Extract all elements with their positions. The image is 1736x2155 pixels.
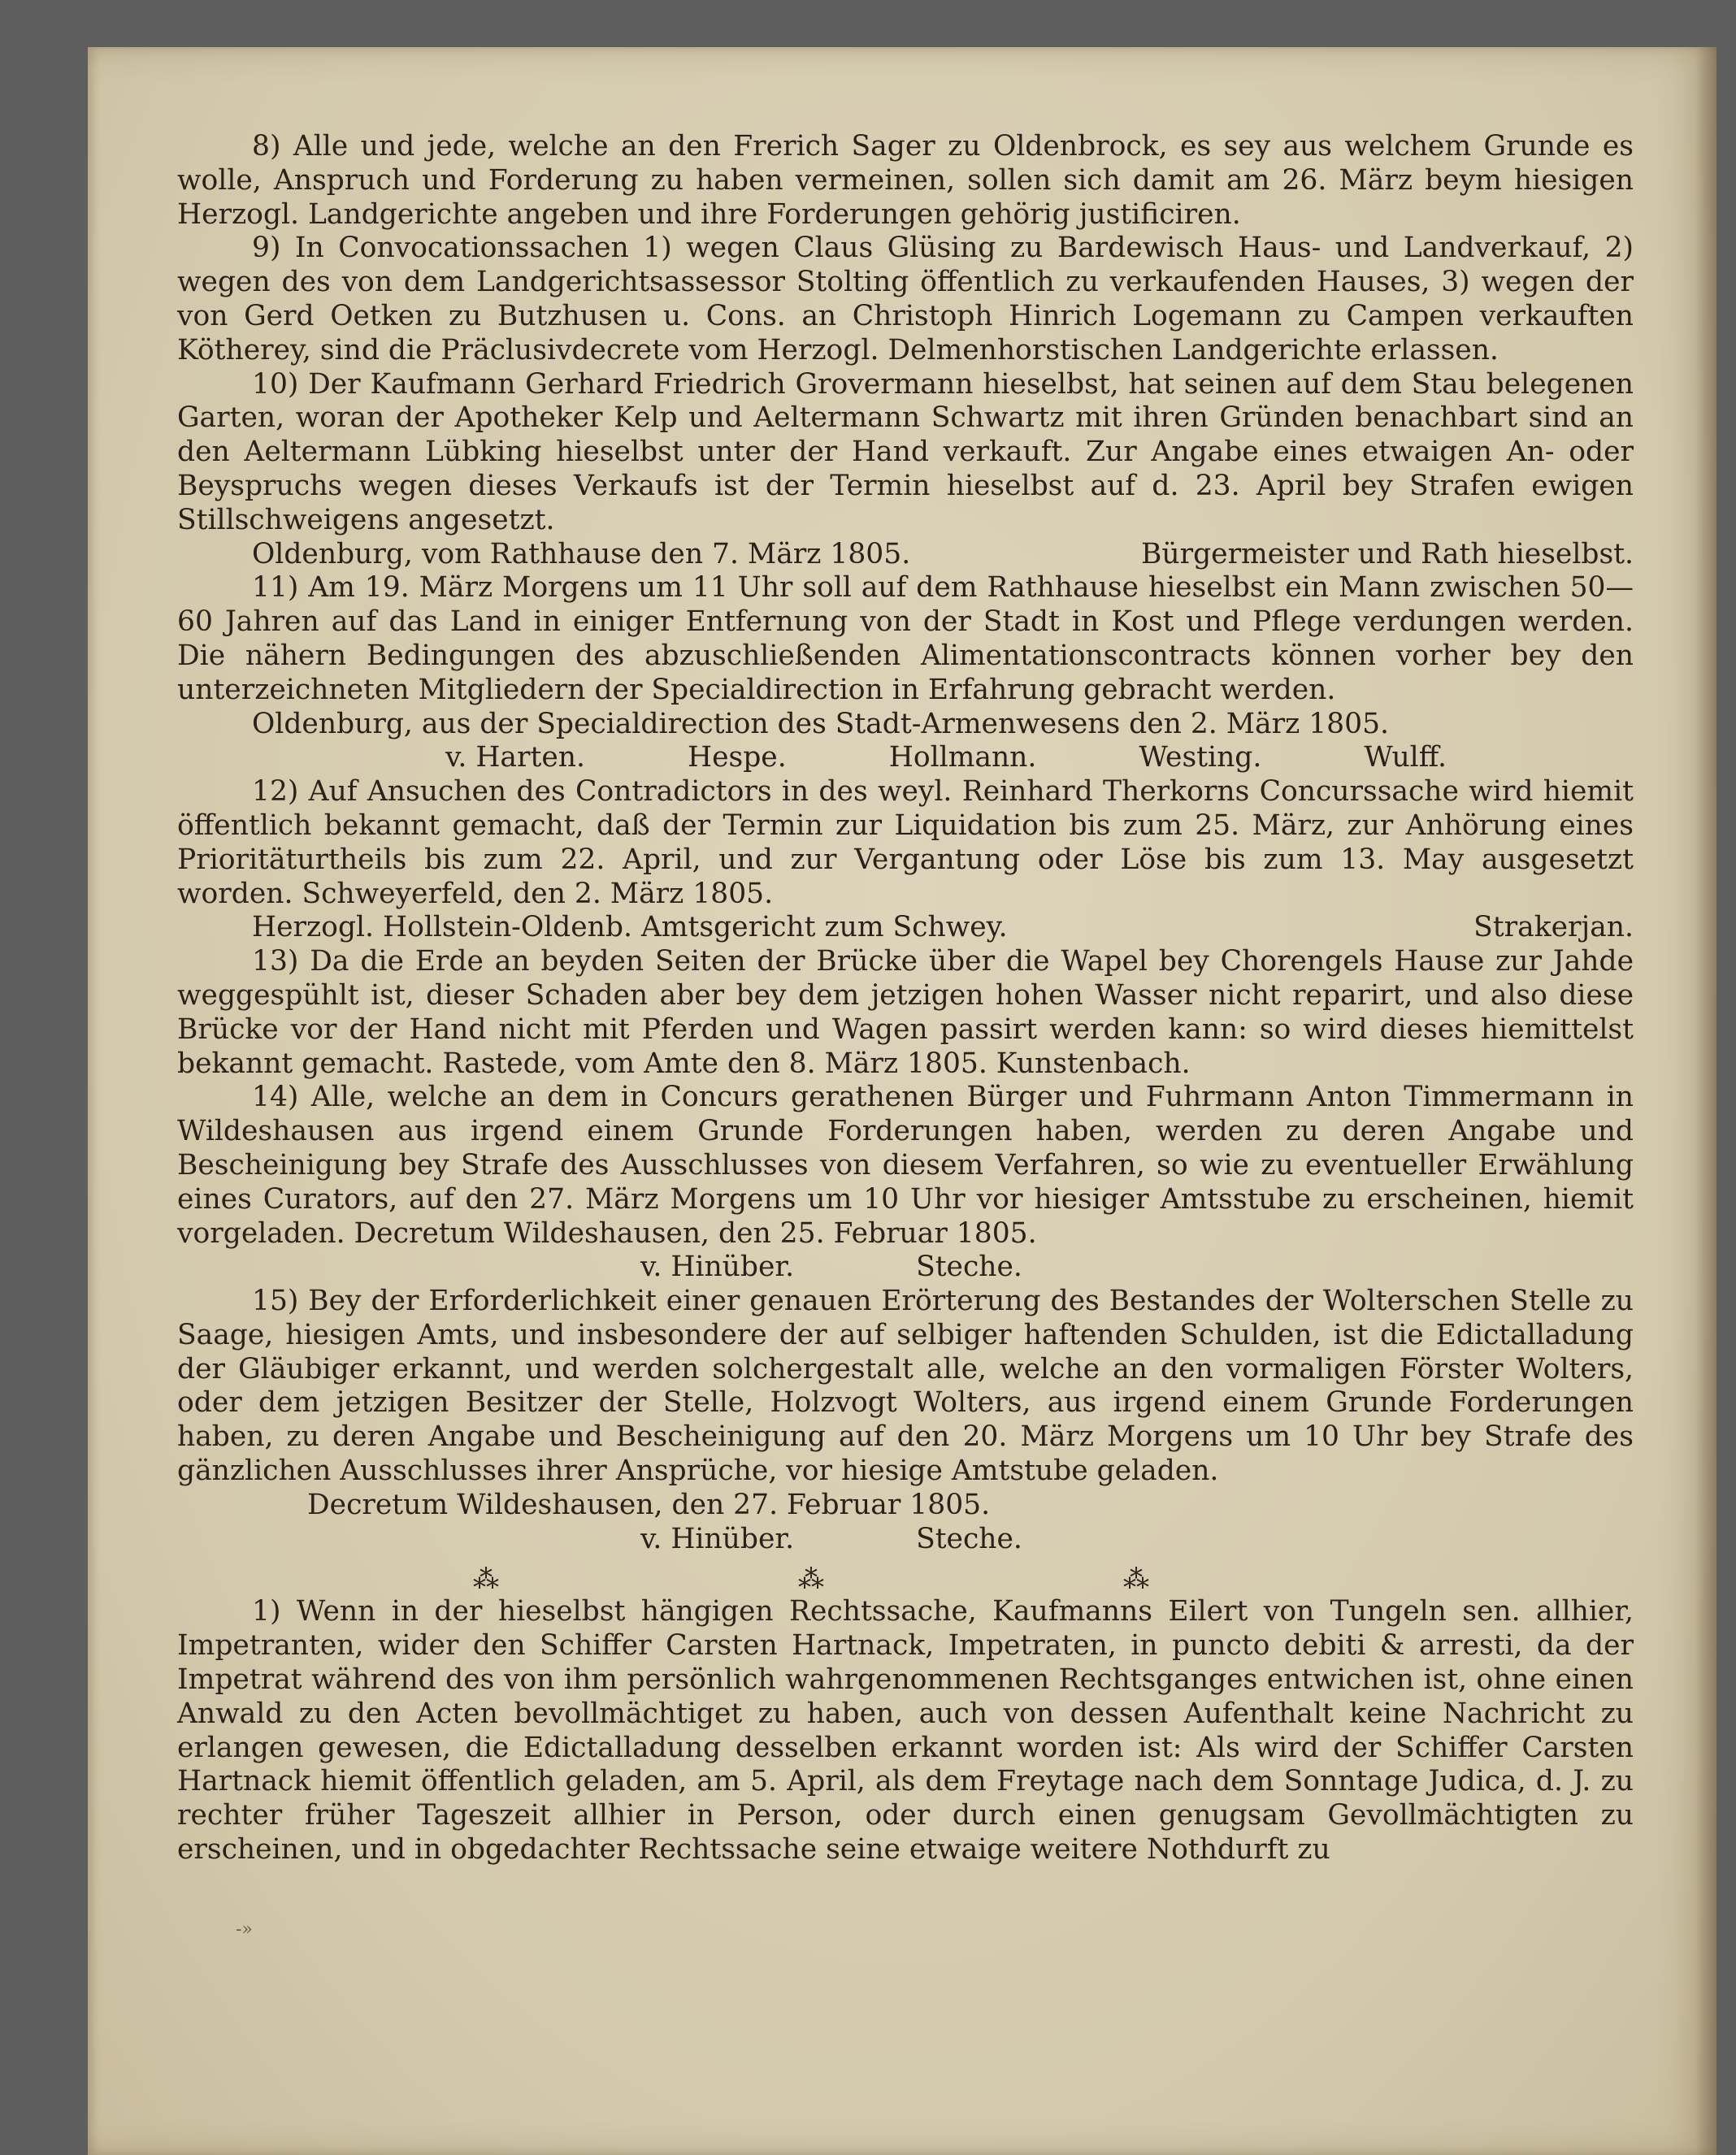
signatory-name: Hespe.: [688, 741, 787, 774]
notice-13: 13) Da die Erde an beyden Seiten der Brücke über die Wapel bey Chorengels Hause zur Jahde weggespühlt ist, dieser Schaden aber bey dem jetzigen hohen Wasser nicht reparirt, und also diese Brücke vor der Hand nicht mit Pferden und Wagen passirt werden kann: so wird dieses hiemittelst bekannt gemacht. Rastede, vom Amte den 8. März 1805. Kunstenbach.: [177, 945, 1634, 1080]
notice-14-names: [177, 1251, 1634, 1285]
asterism-icon: ⁂: [473, 1563, 499, 1595]
page-text-column: [177, 130, 1634, 1867]
notice-10: 10) Der Kaufmann Gerhard Friedrich Grovermann hieselbst, hat seinen auf dem Stau belegenen Garten, woran der Apotheker Kelp und Aeltermann Schwartz mit ihren Gründen benachbart sind an den Aeltermann Lübking hieselbst unter der Hand verkauft. Zur Angabe eines etwaigen An- oder Beyspruchs wegen dieses Verkaufs ist der Termin hieselbst auf d. 23. April bey Strafen ewigen Stillschweigens angesetzt.: [177, 367, 1634, 536]
notice-12-court: Herzogl. Hollstein-Oldenb. Amtsgericht zum Schwey.: [252, 911, 1008, 944]
notice-11: 11) Am 19. März Morgens um 11 Uhr soll auf dem Rathhause hieselbst ein Mann zwischen 50—60 Jahren auf das Land in einiger Entfernung von der Stadt in Kost und Pflege verdungen werden. Die nähern Bedingungen des abzuschließenden Alimentationscontracts können vorher bey den unterzeichneten Mitgliedern der Specialdirection in Erfahrung gebracht werden.: [177, 571, 1634, 706]
signatory-name: v. Hinüber.: [640, 1251, 795, 1284]
notice-11-place-text: Oldenburg, aus der Specialdirection des Stadt-Armenwesens den 2. März 1805.: [252, 707, 1390, 740]
notice-14: 14) Alle, welche an dem in Concurs gerathenen Bürger und Fuhrmann Anton Timmermann in Wildeshausen aus irgend einem Grunde Forderungen haben, werden zu deren Angabe und Bescheinigung bey Strafe des Ausschlusses von diesem Verfahren, so wie zu eventueller Erwählung eines Curators, auf den 27. März Morgens um 10 Uhr vor hiesiger Amtsstube zu erscheinen, hiemit vorgeladen. Decretum Wildeshausen, den 25. Februar 1805.: [177, 1081, 1634, 1250]
signatory-name: Steche.: [916, 1522, 1022, 1555]
notice-12: 12) Auf Ansuchen des Contradictors in des weyl. Reinhard Therkorns Concurssache wird hiemit öffentlich bekannt gemacht, daß der Termin zur Liquidation bis zum 25. März, zur Anhörung eines Prioritäturtheils bis zum 22. April, und zur Vergantung oder Löse bis zum 13. May ausgesetzt worden. Schweyerfeld, den 2. März 1805.: [177, 775, 1634, 910]
signatory-name: Westing.: [1139, 741, 1262, 774]
notice-15-decree-text: Decretum Wildeshausen, den 27. Februar 1805.: [307, 1488, 991, 1521]
notice-15-decree: [177, 1489, 1634, 1523]
page-mark: -»: [236, 1919, 253, 1940]
asterism-icon: ⁂: [798, 1563, 824, 1595]
notice-judicial-1: 1) Wenn in der hieselbst hängigen Rechtssache, Kaufmanns Eilert von Tungeln sen. allhier, Impetranten, wider den Schiffer Carsten Hartnack, Impetraten, in puncto debiti & arresti, da der Impetrat während des von ihm persönlich wahrgenommenen Rechtsganges entwichen ist, ohne einen Anwald zu den Acten bevollmächtiget zu haben, auch von dessen Aufenthalt keine Nachricht zu erlangen gewesen, die Edictalladung desselben erkannt worden ist: Als wird der Schiffer Carsten Hartnack hiemit öffentlich geladen, am 5. April, als dem Freytage nach dem Sonntage Judica, d. J. zu rechter früher Tageszeit allhier in Person, oder durch einen genugsam Gevollmächtigten zu erscheinen, und in obgedachter Rechtssache seine etwaige weitere Nothdurft zu: [177, 1595, 1634, 1867]
notice-10-place-date: Oldenburg, vom Rathhause den 7. März 1805.: [252, 537, 911, 570]
signatory-name: Hollmann.: [888, 741, 1037, 774]
signatory-name: Wulff.: [1364, 741, 1447, 774]
notice-12-signatory: Strakerjan.: [1473, 911, 1634, 944]
notice-11-names: [177, 741, 1634, 775]
section-divider-asterisms: [323, 1563, 1299, 1595]
notice-11-place: [177, 708, 1634, 742]
notice-9: 9) In Convocationssachen 1) wegen Claus Glüsing zu Bardewisch Haus- und Landverkauf, 2) wegen des von dem Landgerichtsassessor Stolting öffentlich zu verkaufenden Hauses, 3) wegen der von Gerd Oetken zu Butzhusen u. Cons. an Christoph Hinrich Logemann zu Campen verkauften Kötherey, sind die Präclusivdecrete vom Herzogl. Delmenhorstischen Landgerichte erlassen.: [177, 232, 1634, 366]
notice-12-signature: [177, 911, 1634, 945]
signatory-name: v. Harten.: [445, 741, 585, 774]
page-gutter-shadow: [1695, 47, 1716, 2155]
signatory-name: v. Hinüber.: [640, 1522, 795, 1555]
asterism-icon: ⁂: [1123, 1563, 1149, 1595]
notice-10-signatory: Bürgermeister und Rath hieselbst.: [1141, 537, 1634, 570]
notice-8: 8) Alle und jede, welche an den Frerich Sager zu Oldenbrock, es sey aus welchem Grunde es wolle, Anspruch und Forderung zu haben vermeinen, sollen sich damit am 26. März beym hiesigen Herzogl. Landgerichte angeben und ihre Forderungen gehörig justificiren.: [177, 130, 1634, 231]
signatory-name: Steche.: [916, 1251, 1022, 1284]
notice-15: 15) Bey der Erforderlichkeit einer genauen Erörterung des Bestandes der Wolterschen Stelle zu Saage, hiesigen Amts, und insbesondere der auf selbiger haftenden Schulden, ist die Edictalladung der Gläubiger erkannt, und werden solchergestalt alle, welche an den vormaligen Förster Wolters, oder dem jetzigen Besitzer der Stelle, Holzvogt Wolters, aus irgend einem Grunde Forderungen haben, zu deren Angabe und Bescheinigung auf den 20. März Morgens um 10 Uhr bey Strafe des gänzlichen Ausschlusses ihrer Ansprüche, vor hiesige Amtstube geladen.: [177, 1285, 1634, 1488]
notice-10-signature: [177, 538, 1634, 572]
notice-15-names: [177, 1523, 1634, 1557]
